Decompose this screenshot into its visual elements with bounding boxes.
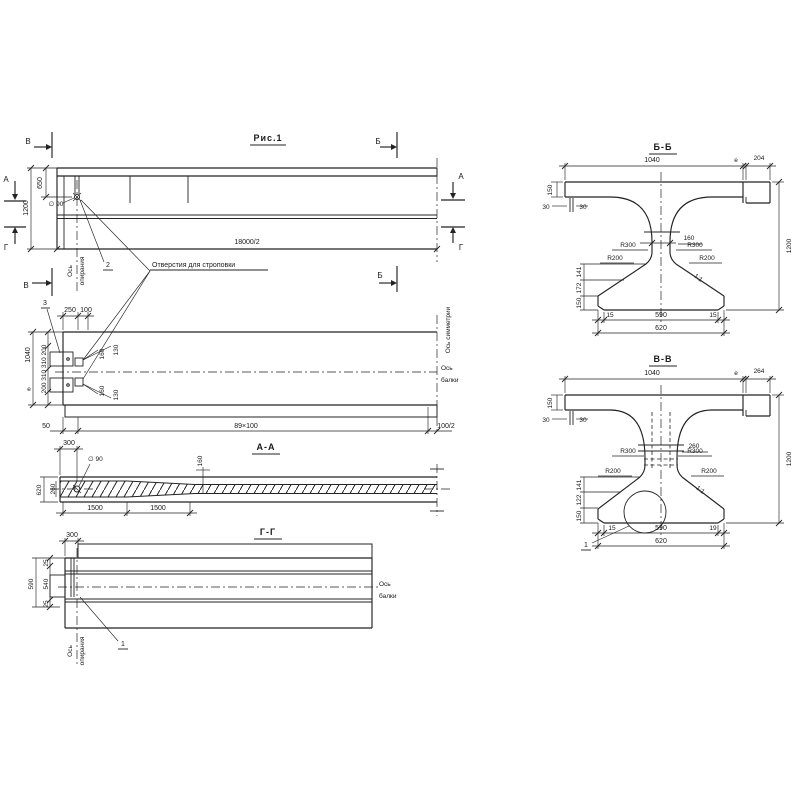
plan-outline: [50, 315, 437, 434]
dim-30-30-bb: [542, 198, 588, 212]
axis-beam-gg-word1: Ось: [379, 581, 391, 588]
axis-bearing-gg-word1: Ось: [67, 645, 74, 657]
dim-590-gg-label: 590: [28, 578, 35, 590]
section-marker-b-top: [375, 132, 397, 158]
section-bb-outline: [565, 172, 770, 322]
dim-620-aa-label: 620: [36, 484, 43, 496]
dim-stack-plan-label: 200 310 310 200: [41, 344, 48, 394]
dim-1200-vv-label: 1200: [786, 451, 793, 467]
dim-base-bb: [592, 310, 730, 336]
section-bb: [542, 142, 793, 336]
dim-150-vv: [547, 395, 563, 410]
dim-160-bot-label: 160: [99, 385, 106, 397]
detail-circle-vv: [581, 491, 666, 550]
section-marker-a-right: [441, 172, 465, 200]
section-marker-g-right: [441, 227, 465, 252]
dim-590-vv-label: 590: [655, 525, 667, 532]
dim-650-label: 650: [37, 177, 44, 189]
section-marker-b-bottom: [377, 266, 397, 292]
dim-web-vv-label: 260: [688, 443, 700, 450]
marker-g-label-2: Г: [458, 243, 464, 252]
dim-25-540-25-gg: [43, 555, 53, 610]
r200a-vv-label: R200: [605, 468, 621, 475]
section-aa-title: [252, 442, 280, 454]
section-vv-outline: [565, 385, 770, 535]
section-gg-title-text: Г-Г: [259, 527, 277, 537]
marker-a-label-2: А: [458, 172, 464, 181]
dim-540-gg-label: 540: [43, 578, 50, 590]
lifting-hole-elevation: [73, 193, 81, 201]
dim-e-plan-label: e: [27, 386, 31, 393]
dim-top-vv: [559, 368, 776, 393]
dim-e-vv-label: e: [734, 370, 738, 377]
section-bb-title-text: Б-Б: [653, 142, 673, 152]
dim-590-bb-label: 590: [655, 312, 667, 319]
marker-g-label: Г: [3, 243, 9, 252]
dim-650: [37, 165, 72, 200]
dim-250-label: 250: [64, 307, 76, 314]
stack-vv-141: 141: [576, 479, 583, 491]
dim-300-aa-label: 300: [63, 440, 75, 447]
dim-300-gg-label: 300: [66, 532, 78, 539]
stack-vv-122: 122: [576, 494, 583, 506]
note-lifting-holes-text: Отверстия для строповки: [152, 262, 236, 269]
stack-bb-150: 150: [576, 297, 583, 309]
axis-bearing-label-elevation: [67, 256, 86, 285]
dim-30a-vv-label: 30: [542, 417, 550, 424]
dim-130-top-label: 130: [113, 344, 120, 356]
dim-620-vv-label: 620: [655, 538, 667, 545]
dim-160-130-bottom: [83, 384, 120, 400]
dim-150-vv-label: 150: [547, 397, 554, 409]
axis-symmetry-text: Ось симметрии: [445, 306, 452, 354]
section-vv: [542, 354, 793, 550]
r200b-bb-label: R200: [699, 255, 715, 262]
dim-30a-bb-label: 30: [542, 204, 550, 211]
marker-b-label-2: Б: [377, 271, 383, 280]
dim-25b-gg-label: 25: [43, 600, 50, 608]
axis-bearing-gg-word2: опирания: [79, 636, 86, 666]
dim-100-label: 100: [80, 307, 92, 314]
slope-bb-label: 1:1: [692, 272, 704, 284]
dim-1500b-label: 1500: [150, 505, 166, 512]
r300b-bb-label: R300: [687, 242, 703, 249]
section-vv-title: [649, 354, 677, 366]
dim-1500a-label: 1500: [87, 505, 103, 512]
dim-1200-bb: [726, 179, 793, 313]
dim-30b-bb-label: 30: [579, 204, 587, 211]
dim-plan-bottom: [42, 407, 455, 434]
dim-1500-aa: [56, 502, 197, 516]
callout-2-label: 2: [106, 262, 110, 269]
dim-half-step-label: 100/2: [437, 423, 455, 430]
stack-vv-150: 150: [576, 510, 583, 522]
section-aa-outline: [50, 464, 450, 516]
section-bb-title: [649, 142, 677, 154]
dim-half-length: [54, 239, 440, 252]
callout-1-gg-label: 1: [121, 641, 125, 648]
section-gg: [28, 527, 397, 665]
r300a-vv-label: R300: [620, 448, 636, 455]
marker-a-label: А: [3, 175, 9, 184]
dim-15b-bb-label: 15: [709, 312, 717, 319]
hole-dia-aa-label: ∅ 90: [88, 456, 103, 463]
dim-1200-label: 1200: [23, 200, 30, 216]
dim-1040-vv-label: 1040: [644, 370, 660, 377]
dim-260-aa-label: 260: [50, 483, 57, 495]
dim-19-vv-label: 19: [709, 525, 717, 532]
dim-300-aa: [54, 440, 83, 481]
r200a-bb-label: R200: [607, 255, 623, 262]
dim-620-bb-label: 620: [655, 325, 667, 332]
section-vv-title-text: В-В: [653, 354, 673, 364]
dim-30-30-vv: [542, 411, 588, 425]
dim-130-bot-label: 130: [113, 389, 120, 401]
stack-bb-172: 172: [576, 282, 583, 294]
axis-beam-word2: балки: [441, 377, 459, 384]
r300b-vv-label: R300: [687, 448, 703, 455]
elevation-view: [3, 132, 465, 379]
dim-160-aa-label: 160: [197, 455, 204, 467]
axis-bearing-label-gg: [67, 636, 86, 665]
dim-stack-plan: [41, 329, 51, 408]
axis-bearing-word1: Ось: [67, 265, 74, 277]
callout-3-label: 3: [43, 300, 47, 307]
dim-e-bb-label: e: [734, 157, 738, 164]
dim-base-vv: [592, 523, 730, 549]
marker-v-label: В: [25, 137, 31, 146]
marker-b-label: Б: [375, 137, 381, 146]
hole-dia-label: ∅ 90: [48, 201, 64, 208]
dim-160-top-label: 160: [99, 348, 106, 360]
dim-1200-vv: [726, 392, 793, 526]
dim-15a-vv-label: 15: [608, 525, 616, 532]
slope-vv-label: 1:1: [694, 484, 706, 496]
axis-beam-label-plan: [441, 365, 459, 384]
callout-1-gg: [80, 597, 128, 649]
section-marker-a-left: [3, 175, 26, 201]
dim-half-length-label: 18000/2: [234, 239, 260, 246]
figure-title-text: Рис.1: [253, 133, 283, 143]
axis-beam-word1: Ось: [441, 365, 453, 372]
dim-250-100: [57, 307, 94, 330]
dim-1040-bb-label: 1040: [644, 157, 660, 164]
section-gg-title: [254, 527, 282, 539]
section-gg-outline: [50, 544, 378, 664]
dim-50-label: 50: [42, 423, 50, 430]
dim-1040-plan-label: 1040: [25, 347, 32, 363]
dim-spacing-label: 89×100: [234, 423, 258, 430]
dim-top-bb: [559, 155, 776, 180]
stack-bb-141: 141: [576, 266, 583, 278]
axis-symmetry-label: [445, 306, 452, 353]
axis-beam-label-gg: [379, 581, 397, 600]
axis-bearing-word2: опирания: [79, 256, 86, 286]
dim-15a-bb-label: 15: [606, 312, 614, 319]
dim-264-vv-label: 264: [753, 368, 765, 375]
dim-150-bb: [547, 182, 563, 197]
section-marker-v-bottom: [23, 268, 52, 296]
dim-25a-gg-label: 25: [43, 559, 50, 567]
callout-1-vv-label: 1: [584, 542, 588, 549]
dim-260-aa: [50, 481, 57, 497]
dim-30b-vv-label: 30: [579, 417, 587, 424]
r200b-vv-label: R200: [701, 468, 717, 475]
section-marker-g-left: [4, 227, 26, 252]
figure-title: [250, 133, 286, 145]
r300a-bb-label: R300: [620, 242, 636, 249]
dim-204-bb-label: 204: [753, 155, 765, 162]
marker-v-label-2: В: [23, 281, 29, 290]
dim-web-bb-label: 160: [683, 235, 695, 242]
dim-1200-bb-label: 1200: [786, 238, 793, 254]
section-marker-v-top: [25, 132, 52, 158]
section-aa-title-text: А-А: [256, 442, 276, 452]
section-aa: [36, 440, 450, 516]
dim-150-bb-label: 150: [547, 184, 554, 196]
axis-beam-gg-word2: балки: [379, 593, 397, 600]
note-lifting-holes: [81, 200, 268, 379]
dim-hole-dia-elevation: [49, 198, 74, 208]
